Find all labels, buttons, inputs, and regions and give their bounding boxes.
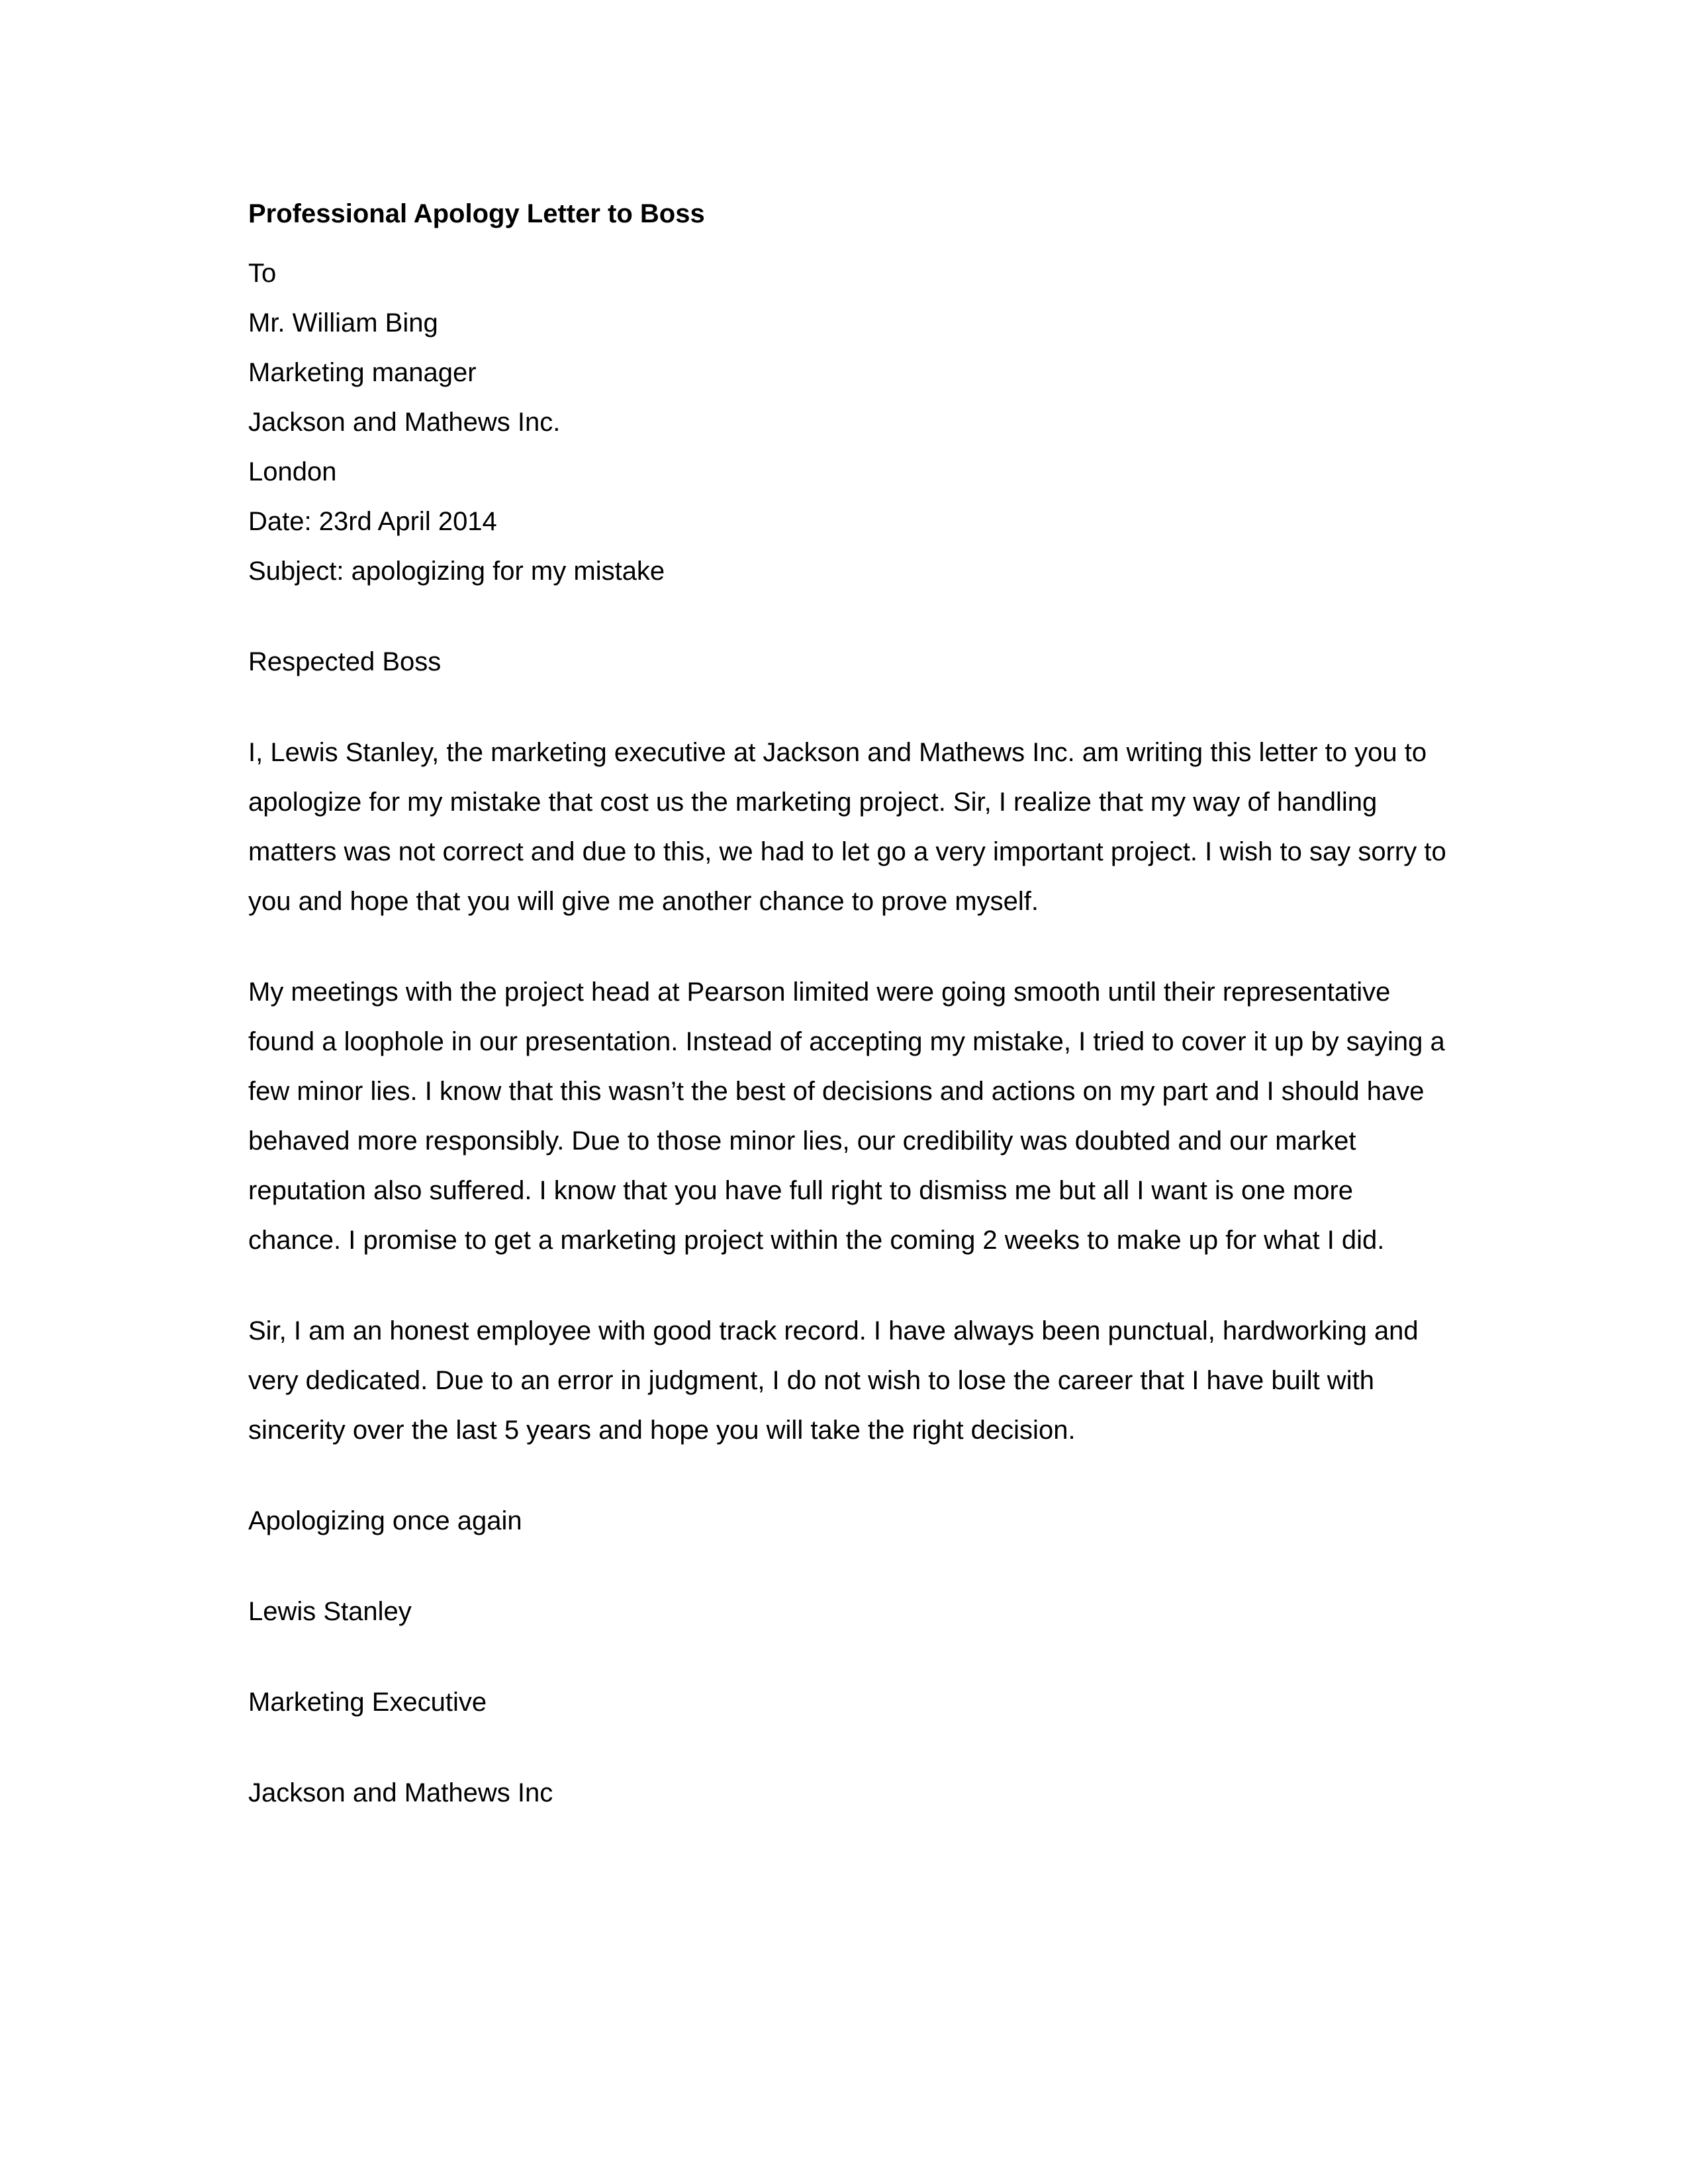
recipient-role: Marketing manager	[248, 358, 477, 387]
body-paragraph-2: My meetings with the project head at Pearson limited were going smooth until their representative found a loophole in our presentation. Instead of accepting my mistake, I tried to cover it up by saying a few minor lies. I know that this wasn’t the best of decisions and actions on my part and I should have behaved more responsibly. Due to those minor lies, our credibility was doubted and our market reputation also suffered. I know that you have full right to dismiss me but all I want is one more chance. I promise to get a marketing project within the coming 2 weeks to make up for what I did.	[248, 978, 1445, 1255]
recipient-block	[248, 249, 1446, 596]
letter-body	[248, 192, 1446, 1844]
signature-company: Jackson and Mathews Inc	[248, 1778, 553, 1807]
letter-date: Date: 23rd April 2014	[248, 507, 497, 536]
letter-title: Professional Apology Letter to Boss	[248, 199, 705, 228]
recipient-city: London	[248, 457, 337, 486]
closing-line: Apologizing once again	[248, 1506, 522, 1535]
recipient-company: Jackson and Mathews Inc.	[248, 408, 561, 437]
body-paragraph-1: I, Lewis Stanley, the marketing executive at Jackson and Mathews Inc. am writing this letter to you to apologize for my mistake that cost us the marketing project. Sir, I realize that my way of handling matters was not correct and due to this, we had to let go a very important project. I wish to say sorry to you and hope that you will give me another chance to prove myself.	[248, 738, 1446, 916]
recipient-name: Mr. William Bing	[248, 308, 438, 338]
salutation: Respected Boss	[248, 647, 442, 676]
letter-subject: Subject: apologizing for my mistake	[248, 557, 665, 586]
to-label: To	[248, 259, 277, 288]
signature-name: Lewis Stanley	[248, 1597, 412, 1626]
body-paragraph-3: Sir, I am an honest employee with good track record. I have always been punctual, hardworking and very dedicated. Due to an error in judgment, I do not wish to lose the career that I have built with sincerity over the last 5 years and hope you will take the right decision.	[248, 1316, 1419, 1445]
signature-role: Marketing Executive	[248, 1688, 487, 1717]
